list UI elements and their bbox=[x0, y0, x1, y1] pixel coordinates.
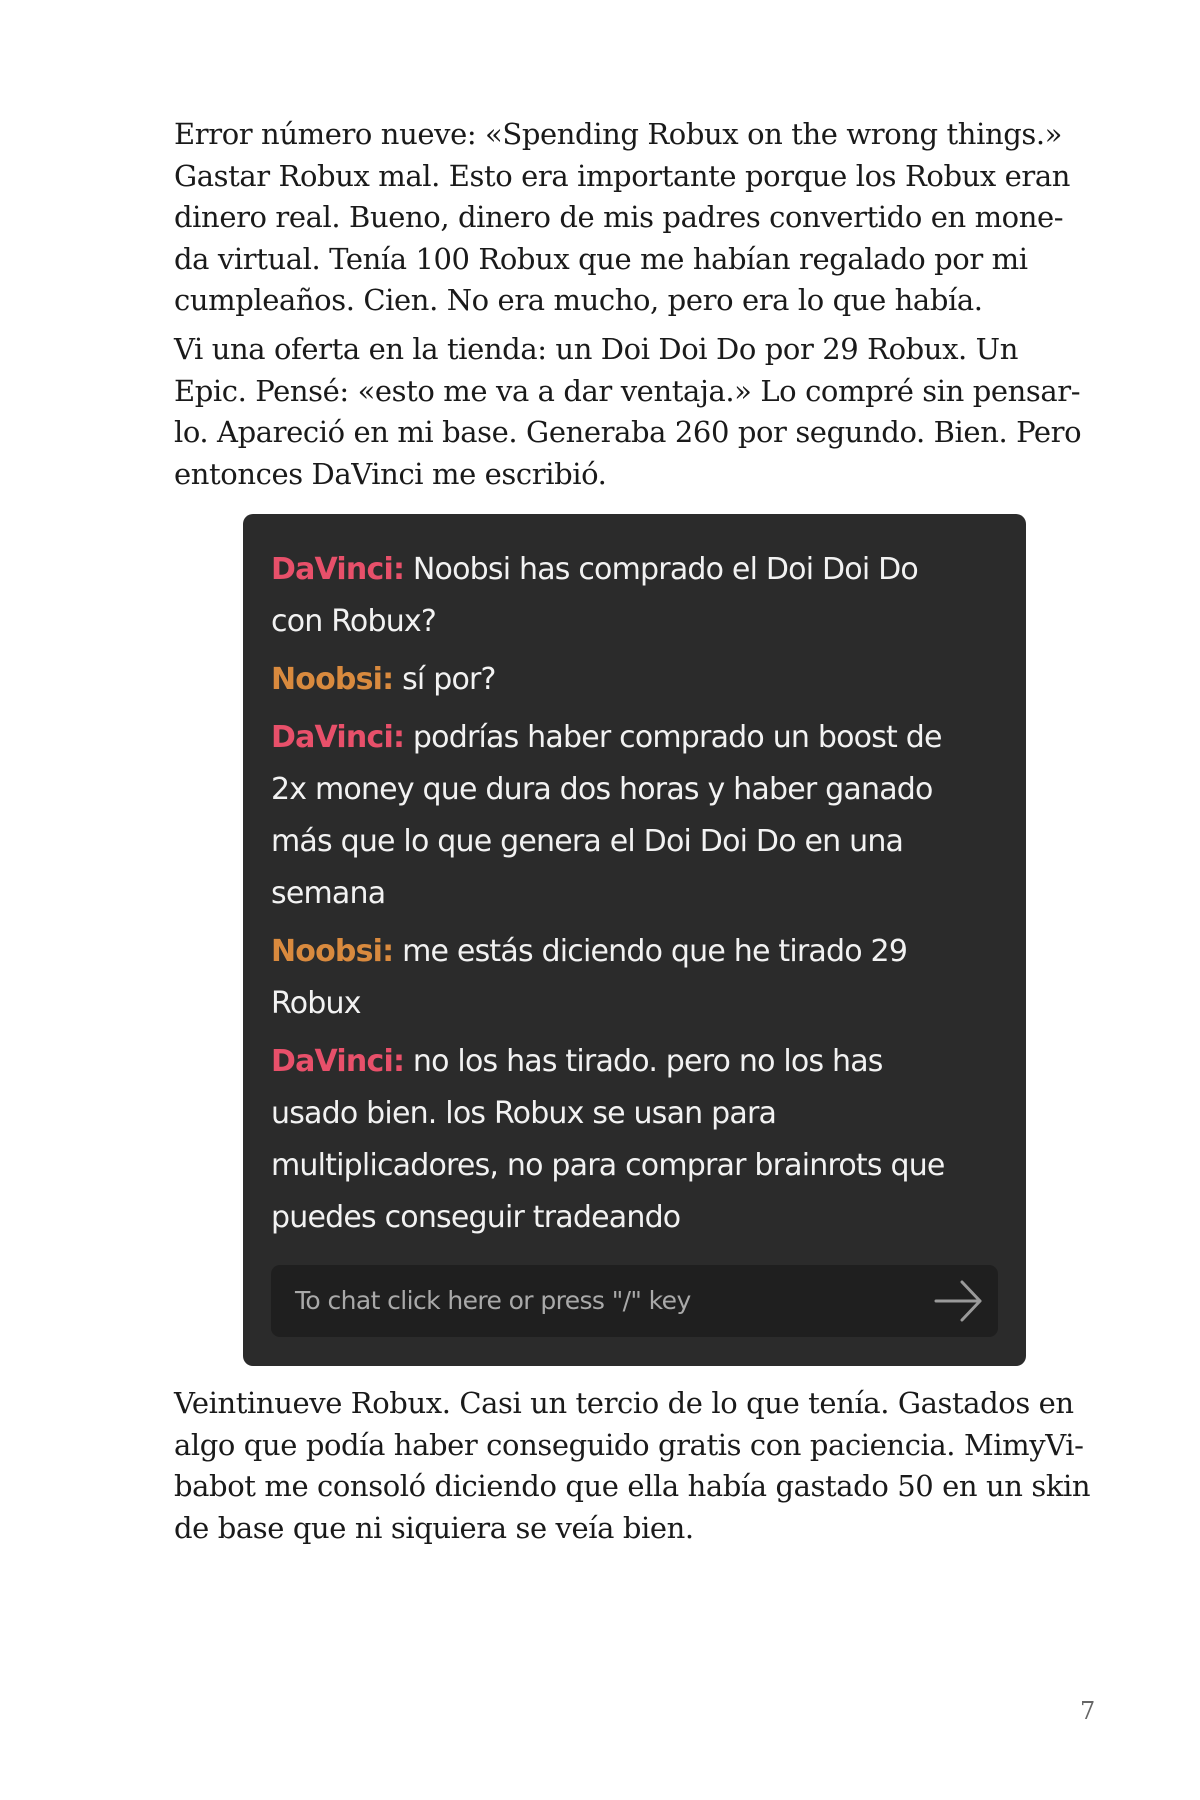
chat-message bbox=[271, 544, 1006, 648]
arrow-right-icon bbox=[934, 1279, 984, 1323]
text-line: da virtual. Tenía 100 Robux que me habían regalado por mi bbox=[174, 241, 1028, 276]
message-text: podrías haber comprado un boost de bbox=[412, 720, 942, 755]
message-text: puedes conseguir tradeando bbox=[271, 1200, 681, 1235]
chat-message bbox=[271, 654, 1006, 706]
text-line: lo. Apareció en mi base. Generaba 260 por segundo. Bien. Pero bbox=[174, 415, 1082, 449]
text-line: cumpleaños. Cien. No era mucho, pero era lo que había. bbox=[174, 283, 983, 317]
send-button[interactable] bbox=[934, 1279, 984, 1323]
text-line: Veintinueve Robux. Casi un tercio de lo que tenía. Gastados en bbox=[174, 1386, 1074, 1420]
text-line: Error número nueve: «Spending Robux on the wrong things.» bbox=[174, 117, 1063, 151]
text-line: Vi una oferta en la tienda: un Doi Doi Do por 29 Robux. Un bbox=[174, 332, 1018, 366]
text-line: entonces DaVinci me escribió. bbox=[174, 456, 607, 491]
text-line: dinero real. Bueno, dinero de mis padres convertido en mone- bbox=[174, 200, 1064, 234]
sender-name-noobsi: Noobsi: bbox=[271, 934, 394, 969]
message-text: Robux bbox=[271, 986, 361, 1021]
sender-name-davinci: DaVinci: bbox=[271, 552, 405, 587]
sender-name-noobsi: Noobsi: bbox=[271, 662, 394, 697]
paragraph-1 bbox=[174, 114, 1098, 322]
text-line: Gastar Robux mal. Esto era importante porque los Robux eran bbox=[174, 158, 1071, 193]
message-text: me estás diciendo que he tirado 29 bbox=[402, 934, 908, 969]
text-line: babot me consoló diciendo que ella había gastado 50 en un skin bbox=[174, 1469, 1091, 1503]
sender-name-davinci: DaVinci: bbox=[271, 1044, 405, 1079]
text-line: de base que ni siquiera se veía bien. bbox=[174, 1510, 694, 1545]
chat-message bbox=[271, 712, 1006, 920]
paragraph-3 bbox=[174, 1383, 1098, 1549]
message-text: con Robux? bbox=[271, 604, 436, 639]
message-text: multiplicadores, no para comprar brainrots que bbox=[271, 1148, 945, 1183]
sender-name-davinci: DaVinci: bbox=[271, 720, 405, 755]
chat-input[interactable] bbox=[271, 1265, 998, 1337]
chat-input-placeholder: To chat click here or press "/" key bbox=[295, 1286, 691, 1315]
chat-message bbox=[271, 926, 1006, 1030]
paragraph-2 bbox=[174, 329, 1098, 495]
message-text: usado bien. los Robux se usan para bbox=[271, 1096, 777, 1131]
chat-message bbox=[271, 1036, 1006, 1244]
message-text: 2x money que dura dos horas y haber ganado bbox=[271, 772, 933, 807]
chat-messages bbox=[271, 544, 1006, 1250]
text-line: algo que podía haber conseguido gratis con paciencia. MimyVi- bbox=[174, 1427, 1084, 1462]
message-text: no los has tirado. pero no los has bbox=[412, 1044, 883, 1079]
message-text: Noobsi has comprado el Doi Doi Do bbox=[412, 552, 918, 587]
message-text: semana bbox=[271, 876, 386, 911]
message-text: sí por? bbox=[402, 662, 496, 697]
page-number: 7 bbox=[1080, 1697, 1096, 1725]
chat-window bbox=[243, 514, 1026, 1366]
text-line: Epic. Pensé: «esto me va a dar ventaja.» Lo compré sin pensar- bbox=[174, 373, 1081, 408]
message-text: más que lo que genera el Doi Doi Do en una bbox=[271, 824, 904, 859]
